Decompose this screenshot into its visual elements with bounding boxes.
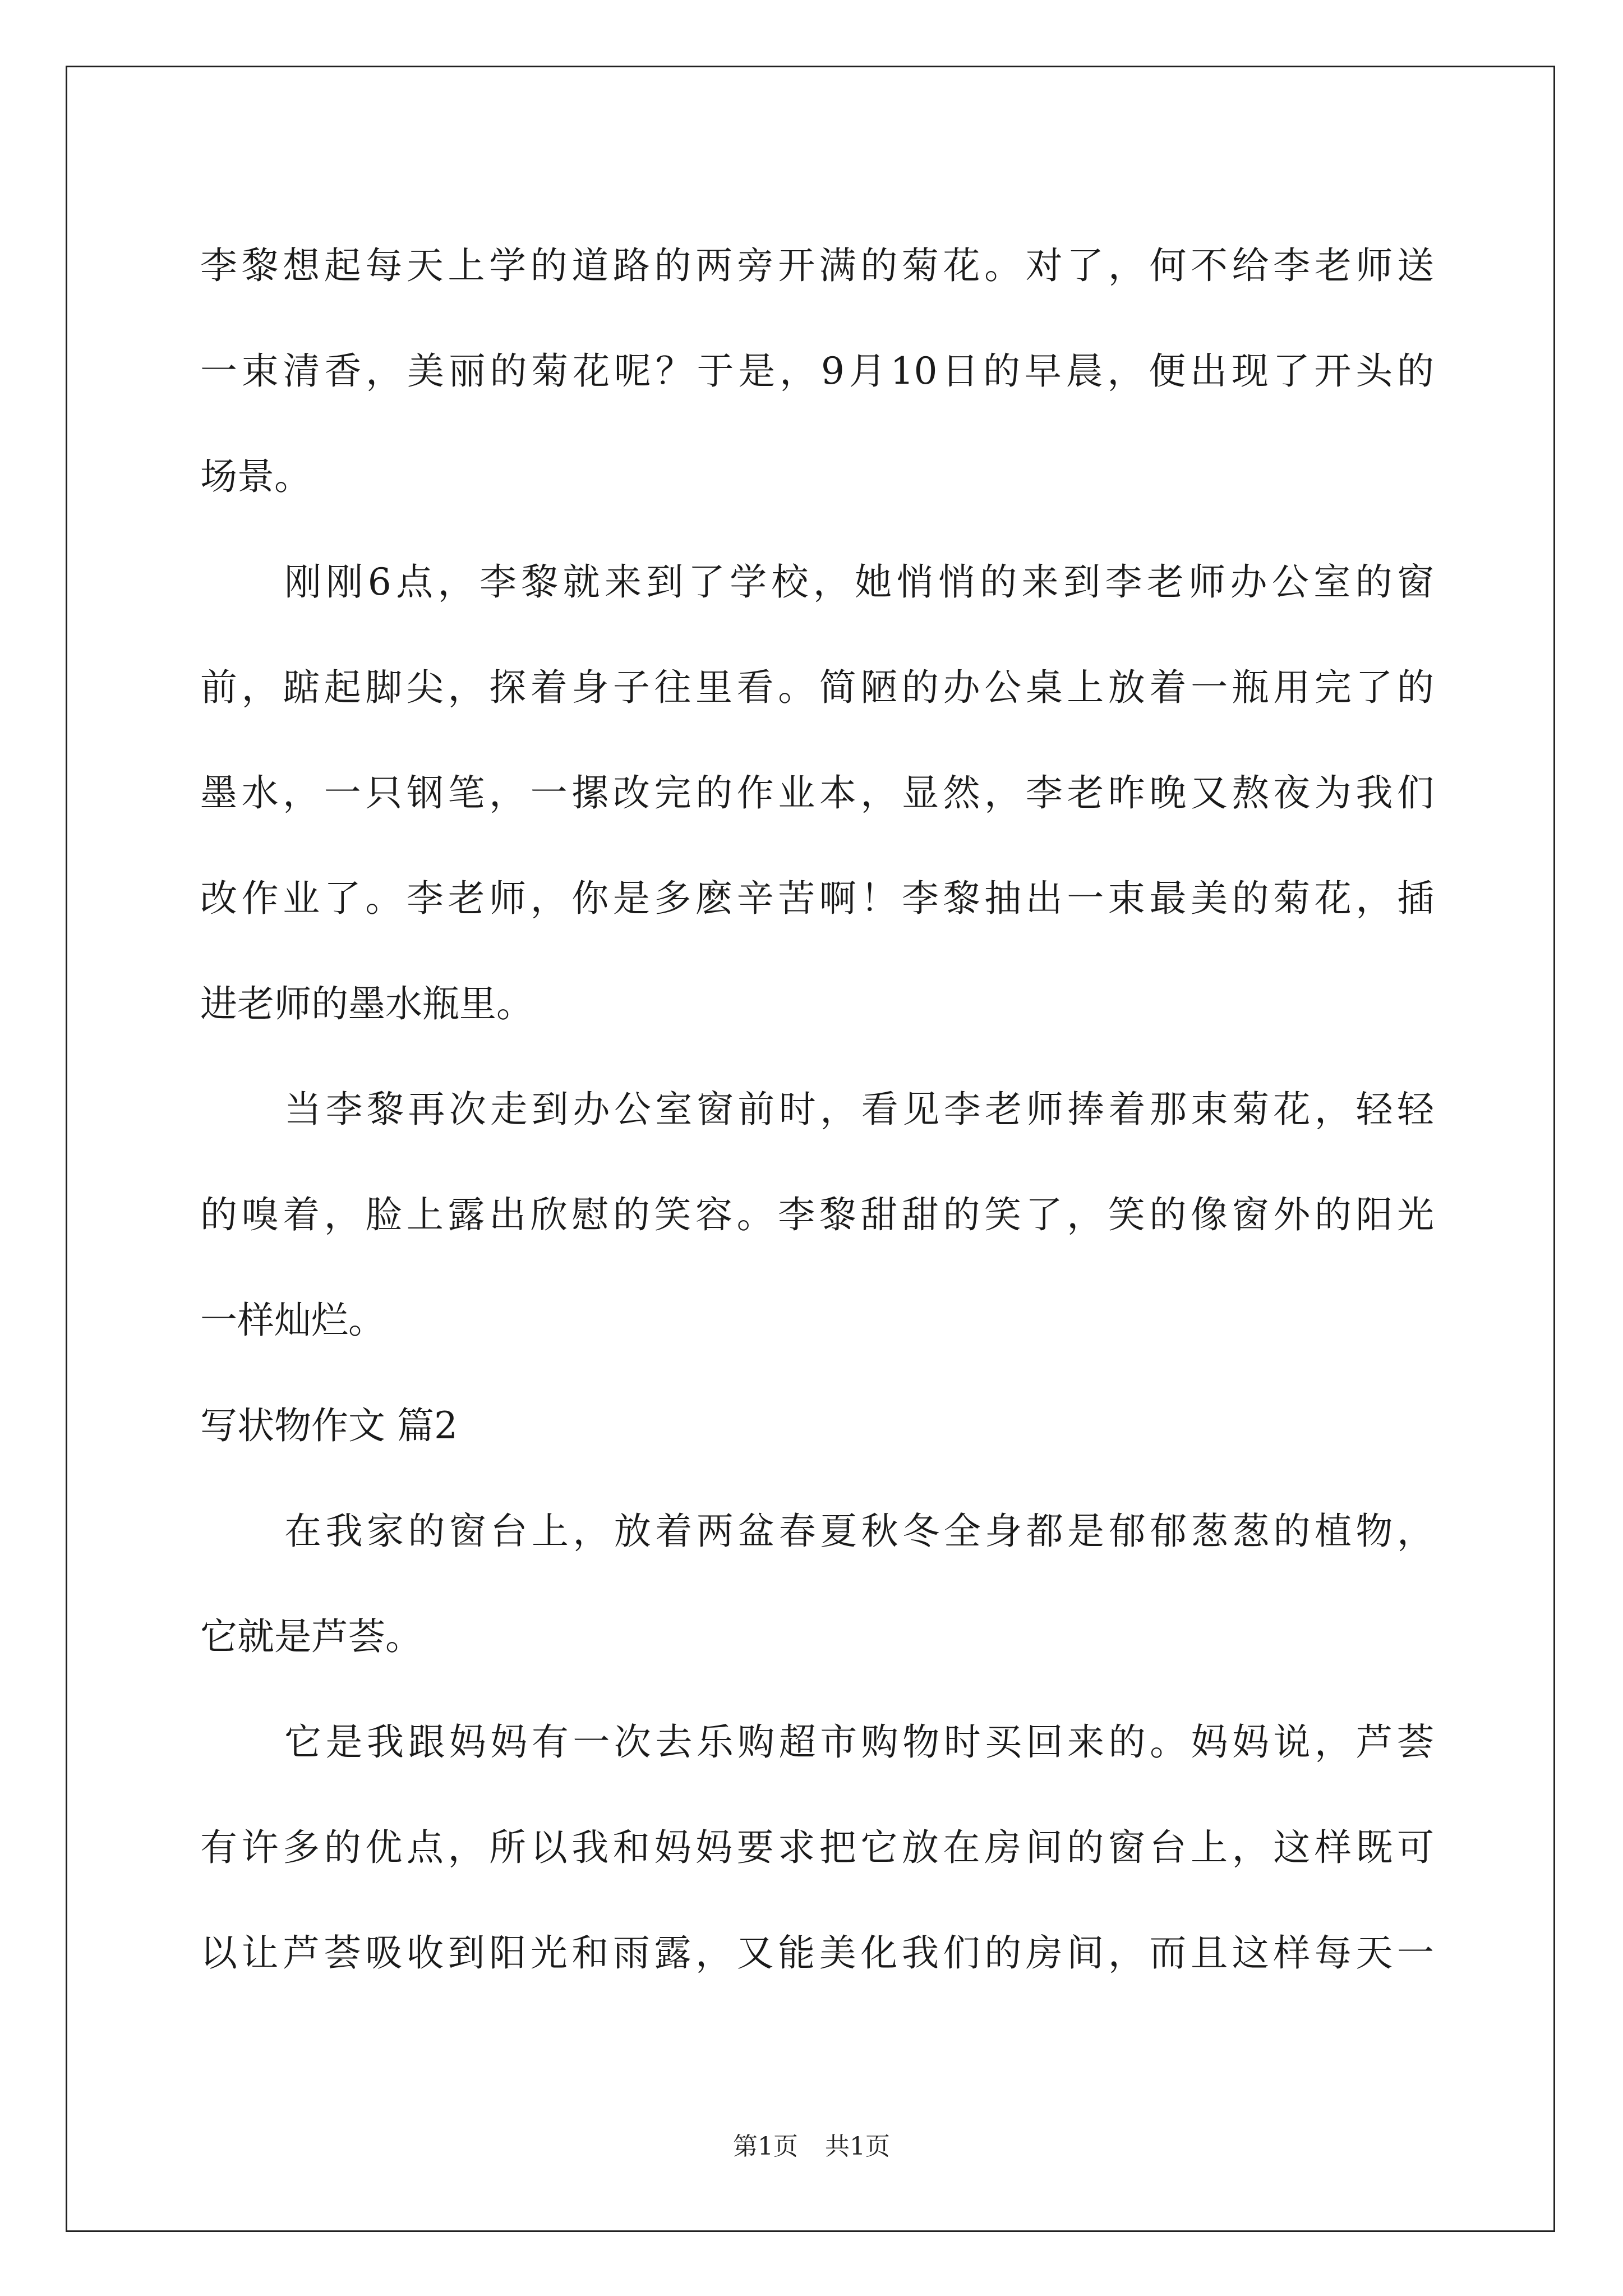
text-line: 在我家的窗台上，放着两盆春夏秋冬全身都是郁郁葱葱的植物， [284, 1510, 1434, 1553]
text-line: 当李黎再次走到办公室窗前时，看见李老师捧着那束菊花，轻轻 [284, 1088, 1434, 1131]
text-line: 的嗅着，脸上露出欣慰的笑容。李黎甜甜的笑了，笑的像窗外的阳光 [200, 1193, 1434, 1236]
section-heading: 写状物作文 篇2 [200, 1404, 458, 1447]
text-line: 进老师的墨水瓶里。 [200, 982, 533, 1025]
text-line: 李黎想起每天上学的道路的两旁开满的菊花。对了，何不给李老师送 [200, 244, 1434, 287]
text-line: 场景。 [200, 455, 311, 498]
document-body [200, 213, 1434, 2006]
text-line: 它是我跟妈妈有一次去乐购超市购物时买回来的。妈妈说，芦荟 [284, 1720, 1434, 1764]
text-line: 它就是芦荟。 [200, 1615, 422, 1658]
text-line: 有许多的优点，所以我和妈妈要求把它放在房间的窗台上，这样既可 [200, 1826, 1434, 1869]
text-line: 一束清香，美丽的菊花呢？于是，9月10日的早晨，便出现了开头的 [200, 349, 1434, 393]
page-footer [0, 2126, 1623, 2162]
text-line: 改作业了。李老师，你是多麽辛苦啊！李黎抽出一束最美的菊花，插 [200, 877, 1434, 920]
text-line: 一样灿烂。 [200, 1299, 385, 1342]
text-line: 墨水，一只钢笔，一摞改完的作业本，显然，李老昨晚又熬夜为我们 [200, 771, 1434, 815]
text-line: 以让芦荟吸收到阳光和雨露，又能美化我们的房间，而且这样每天一 [200, 1931, 1434, 1975]
page-total: 共1页 [825, 2132, 890, 2161]
text-line: 前，踮起脚尖，探着身子往里看。简陋的办公桌上放着一瓶用完了的 [200, 666, 1434, 709]
page-number: 第1页 [733, 2132, 798, 2161]
text-line: 刚刚6点，李黎就来到了学校，她悄悄的来到李老师办公室的窗 [284, 560, 1434, 604]
